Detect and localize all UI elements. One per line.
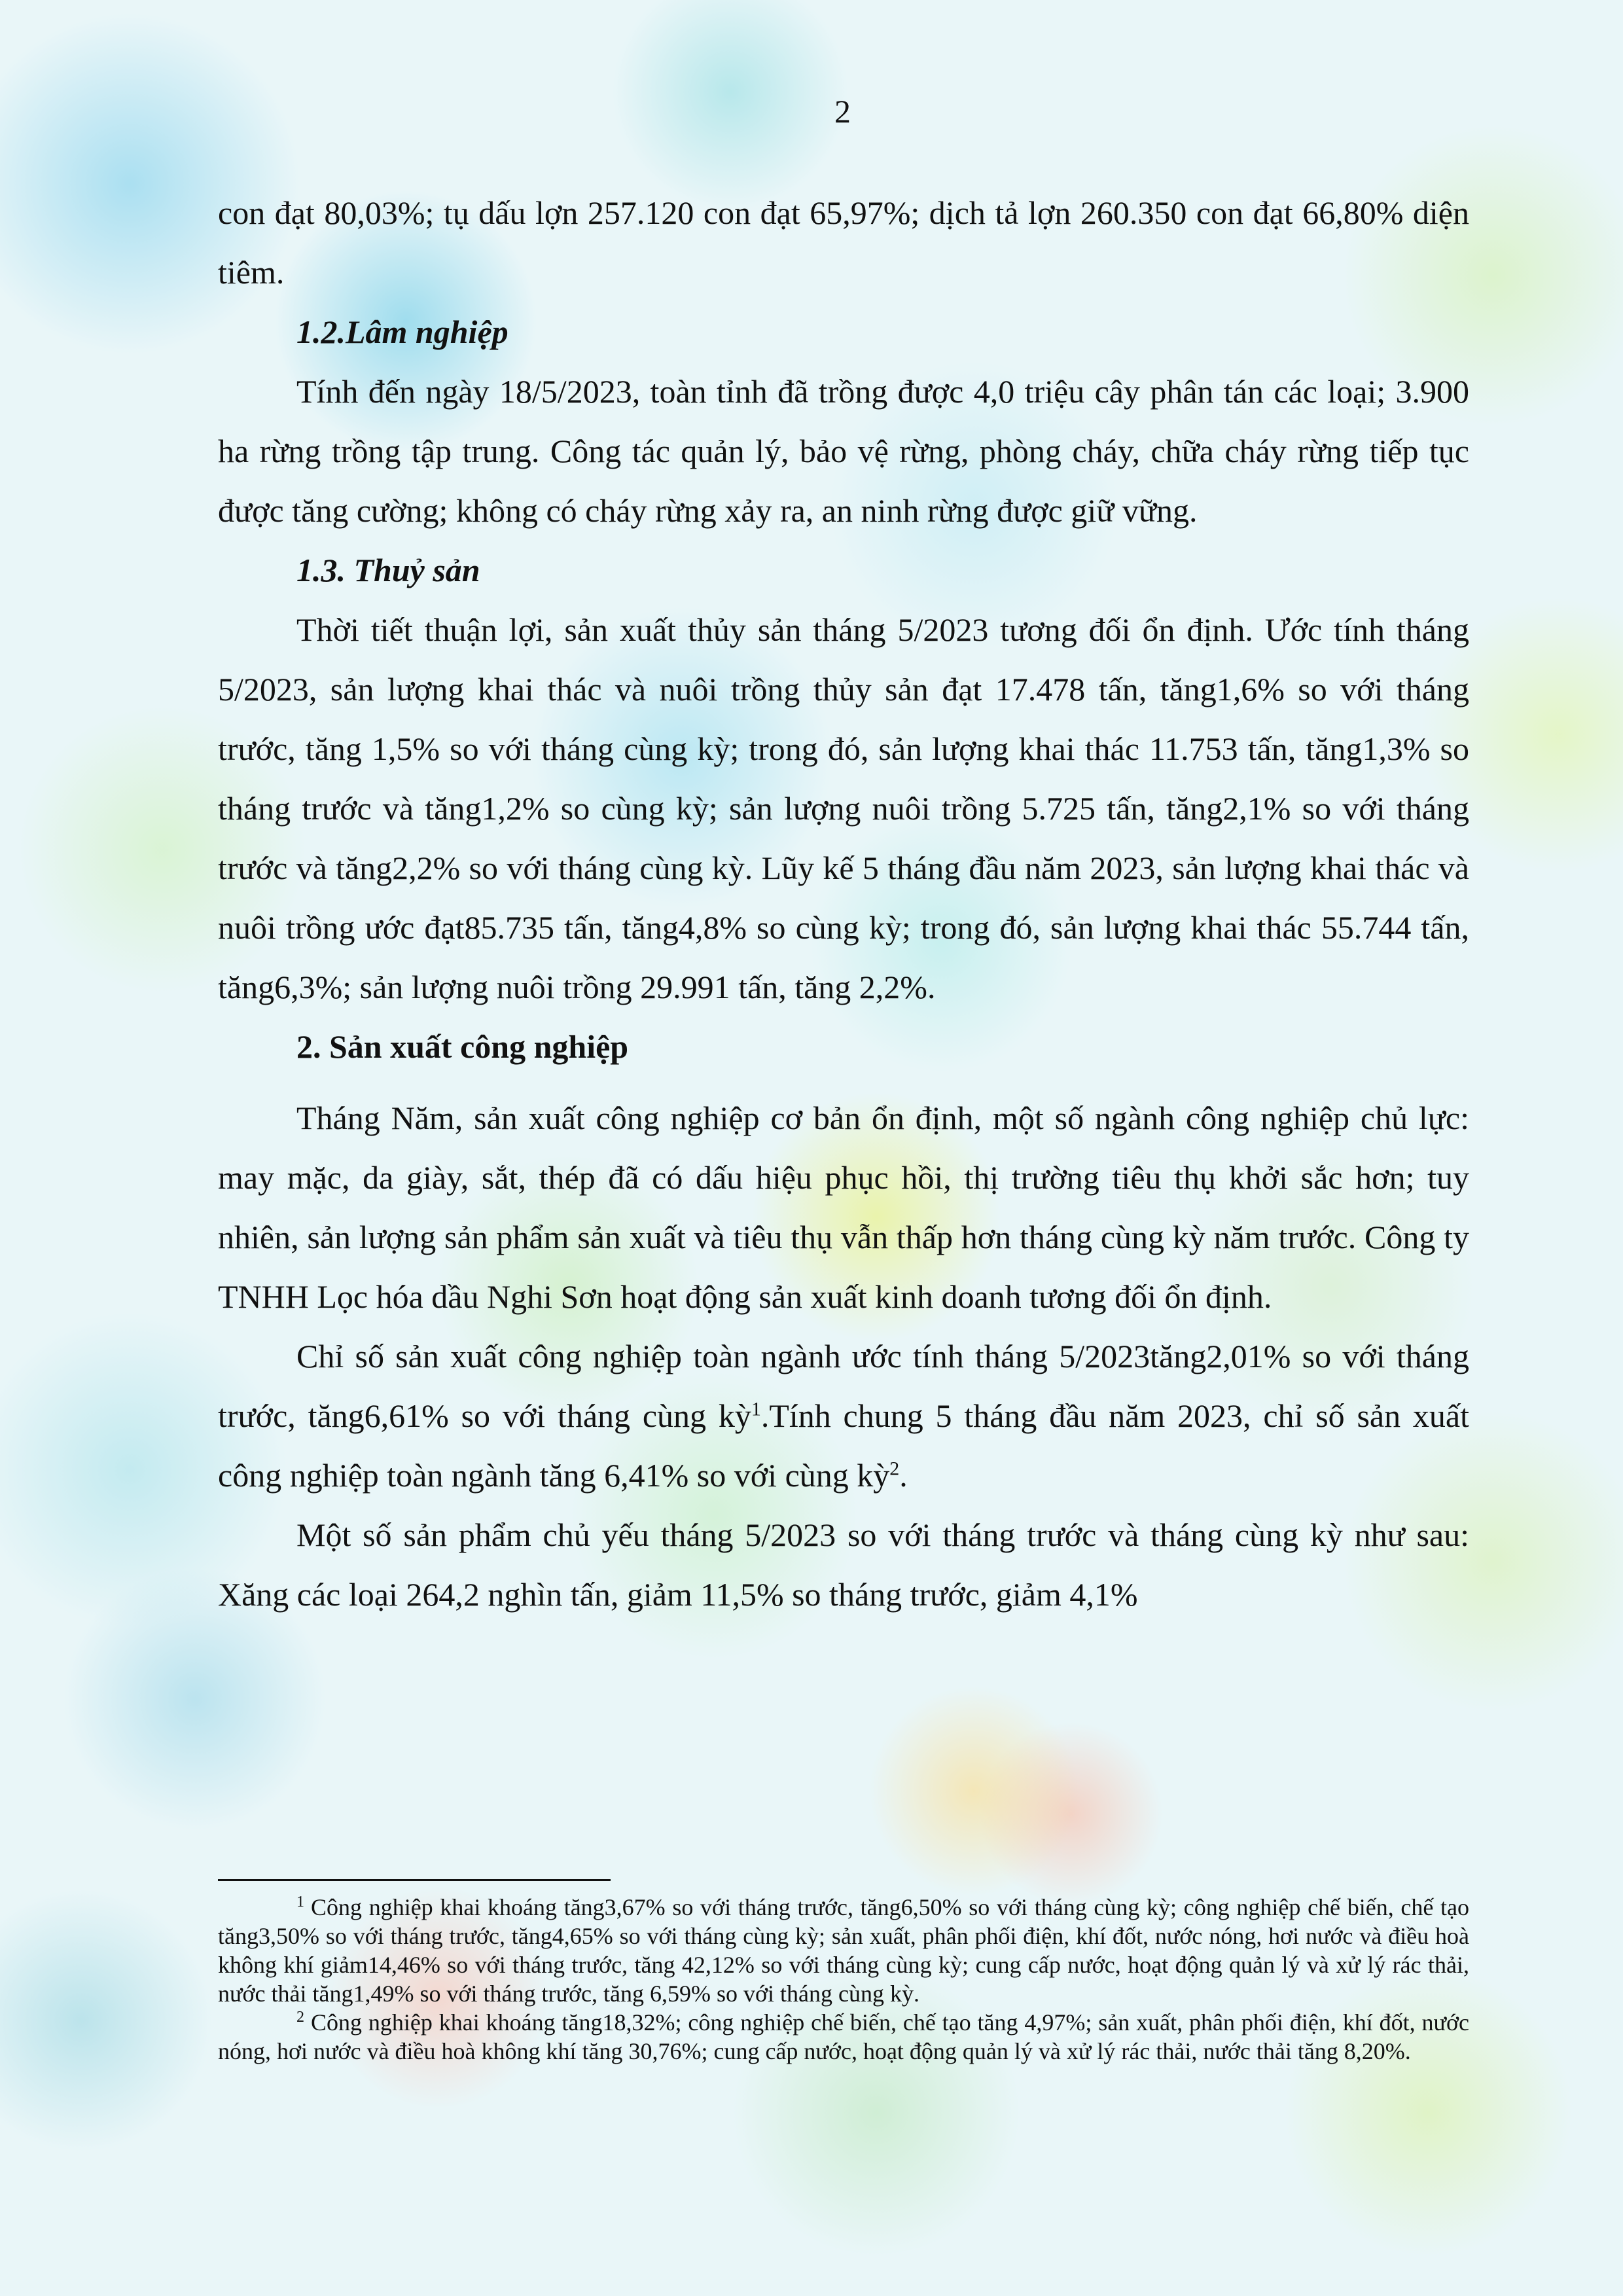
footnote-mark-1: 1: [296, 1893, 304, 1910]
footnotes: [218, 1893, 1469, 2066]
paragraph-vaccination-continued: con đạt 80,03%; tụ dấu lợn 257.120 con đạt 65,97%; dịch tả lợn 260.350 con đạt 66,80% diện tiêm.: [218, 194, 1469, 291]
footnote-1: [218, 1893, 1469, 2008]
industrial-index-text-3: .: [899, 1457, 908, 1494]
page-number: 2: [834, 93, 851, 130]
footnote-text-2: Công nghiệp khai khoáng tăng18,32%; công nghiệp chế biến, chế tạo tăng 4,97%; sản xuất, phân phối điện, khí đốt, nước nóng, hơi nước và điều hoà không khí tăng 30,76%; cung cấp nước, hoạt động quản lý và xử lý rác thải, nước thải tăng 8,20%.: [218, 2009, 1469, 2064]
footnote-mark-2: 2: [296, 2009, 304, 2026]
footnote-ref-2[interactable]: 2: [889, 1458, 900, 1480]
paragraph-industry-overview: Tháng Năm, sản xuất công nghiệp cơ bản ổn định, một số ngành công nghiệp chủ lực: may mặc, da giày, sắt, thép đã có dấu hiệu phục hồi, thị trường tiêu thụ khởi sắc hơn; tuy nhiên, sản lượng sản phẩm sản xuất và tiêu thụ vẫn thấp hơn tháng cùng kỳ năm trước. Công ty TNHH Lọc hóa dầu Nghi Sơn hoạt động sản xuất kinh doanh tương đối ổn định.: [218, 1100, 1469, 1315]
footnote-separator: [218, 1879, 611, 1881]
heading-fisheries: 1.3. Thuỷ sản: [296, 552, 480, 588]
document-body: [218, 183, 1469, 1624]
heading-industrial-production: 2. Sản xuất công nghiệp: [296, 1028, 629, 1065]
footnote-2: [218, 2008, 1469, 2066]
paragraph-fisheries: Thời tiết thuận lợi, sản xuất thủy sản tháng 5/2023 tương đối ổn định. Ước tính tháng 5/2023, sản lượng khai thác và nuôi trồng thủy sản đạt 17.478 tấn, tăng1,6% so với tháng trước, tăng 1,5% so với tháng cùng kỳ; trong đó, sản lượng khai thác 11.753 tấn, tăng1,3% so tháng trước và tăng1,2% so cùng kỳ; sản lượng nuôi trồng 5.725 tấn, tăng2,1% so với tháng trước và tăng2,2% so với tháng cùng kỳ. Lũy kế 5 tháng đầu năm 2023, sản lượng khai thác và nuôi trồng ước đạt85.735 tấn, tăng4,8% so cùng kỳ; trong đó, sản lượng khai thác 55.744 tấn, tăng6,3%; sản lượng nuôi trồng 29.991 tấn, tăng 2,2%.: [218, 611, 1469, 1005]
heading-forestry: 1.2.Lâm nghiệp: [296, 314, 508, 350]
paragraph-industrial-index: [218, 1327, 1469, 1505]
footnote-ref-1[interactable]: 1: [751, 1398, 761, 1420]
paragraph-main-products: Một số sản phẩm chủ yếu tháng 5/2023 so với tháng trước và tháng cùng kỳ như sau: Xăng các loại 264,2 nghìn tấn, giảm 11,5% so tháng trước, giảm 4,1%: [218, 1516, 1469, 1613]
industrial-index-text-2: .Tính chung 5 tháng đầu năm 2023, chỉ số sản xuất công nghiệp toàn ngành tăng 6,41% so với cùng kỳ: [218, 1397, 1470, 1494]
footnote-text-1: Công nghiệp khai khoáng tăng3,67% so với tháng trước, tăng6,50% so với tháng cùng kỳ; công nghiệp chế biến, chế tạo tăng3,50% so với tháng trước, tăng4,65% so với tháng cùng kỳ; sản xuất, phân phối điện, khí đốt, nước nóng, hơi nước và điều hoà không khí giảm14,46% so với tháng trước, tăng 42,12% so với tháng cùng kỳ; cung cấp nước, hoạt động quản lý và xử lý rác thải, nước thải tăng1,49% so với tháng trước, tăng 6,59% so với tháng cùng kỳ.: [218, 1894, 1469, 2007]
industrial-index-text-1: Chỉ số sản xuất công nghiệp toàn ngành ước tính tháng 5/2023tăng2,01% so với tháng trước, tăng6,61% so với tháng cùng kỳ: [218, 1338, 1469, 1434]
paragraph-forestry: Tính đến ngày 18/5/2023, toàn tỉnh đã trồng được 4,0 triệu cây phân tán các loại; 3.900 ha rừng trồng tập trung. Công tác quản lý, bảo vệ rừng, phòng cháy, chữa cháy rừng tiếp tục được tăng cường; không có cháy rừng xảy ra, an ninh rừng được giữ vững.: [218, 373, 1469, 529]
